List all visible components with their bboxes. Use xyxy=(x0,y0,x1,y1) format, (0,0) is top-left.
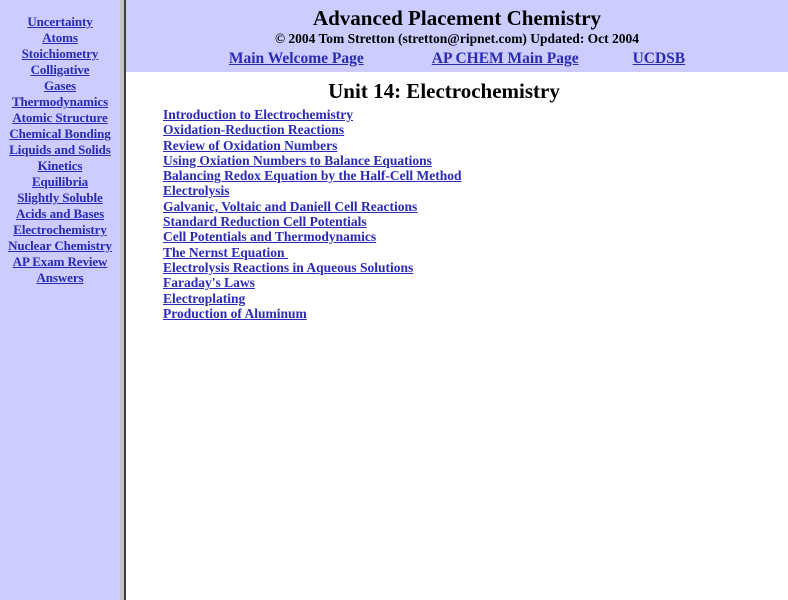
sidebar-item-atomic-structure[interactable]: Atomic Structure xyxy=(12,110,108,125)
header-nav xyxy=(126,47,788,69)
sidebar-item-thermodynamics[interactable]: Thermodynamics xyxy=(11,94,109,109)
topic-link-production-of-aluminum[interactable]: Production of Aluminum xyxy=(163,305,307,321)
sidebar-item-electrochemistry[interactable]: Electrochemistry xyxy=(13,222,107,237)
topic-link-electrolysis[interactable]: Electrolysis xyxy=(163,183,230,199)
topic-link-galvanic-voltaic-daniell-cell-reactions[interactable]: Galvanic, Voltaic and Daniell Cell Reactions xyxy=(163,198,418,214)
sidebar-item-nuclear-chemistry[interactable]: Nuclear Chemistry xyxy=(8,238,112,253)
page-header xyxy=(126,0,788,72)
sidebar-item-uncertainty[interactable]: Uncertainty xyxy=(27,14,93,29)
topic-link-electroplating[interactable]: Electroplating xyxy=(163,290,246,306)
list-item xyxy=(163,306,788,321)
sidebar-item-ap-exam-review[interactable]: AP Exam Review xyxy=(12,254,108,269)
list-item xyxy=(163,260,788,275)
sidebar-item-equilibria[interactable]: Equilibria xyxy=(31,174,89,189)
list-item xyxy=(163,153,788,168)
sidebar-item-colligative[interactable]: Colligative xyxy=(30,62,90,77)
site-title: Advanced Placement Chemistry xyxy=(312,6,602,30)
list-item xyxy=(163,168,788,183)
sidebar-nav xyxy=(0,0,120,600)
topic-link-introduction-to-electrochemistry[interactable]: Introduction to Electrochemistry xyxy=(163,107,353,122)
topic-link-review-of-oxidation-numbers[interactable]: Review of Oxidation Numbers xyxy=(163,137,338,153)
sidebar-item-atoms[interactable]: Atoms xyxy=(42,30,78,45)
topic-link-electrolysis-reactions-aqueous-solutions[interactable]: Electrolysis Reactions in Aqueous Solutions xyxy=(163,259,414,275)
sidebar-item-slightly-soluble[interactable]: Slightly Soluble xyxy=(17,190,103,205)
sidebar-item-acids-and-bases[interactable]: Acids and Bases xyxy=(15,206,105,221)
nav-link-ap-chem-main-page[interactable]: AP CHEM Main Page xyxy=(431,50,579,67)
sidebar-item-chemical-bonding[interactable]: Chemical Bonding xyxy=(9,126,111,141)
nav-link-main-welcome-page[interactable]: Main Welcome Page xyxy=(228,50,364,67)
topic-link-faradays-laws[interactable]: Faraday's Laws xyxy=(163,275,255,291)
sidebar-item-gases[interactable]: Gases xyxy=(43,78,76,93)
topic-link-oxidation-reduction-reactions[interactable]: Oxidation-Reduction Reactions xyxy=(163,122,345,138)
sidebar-item-liquids-and-solids[interactable]: Liquids and Solids xyxy=(9,142,111,157)
list-item xyxy=(163,275,788,290)
list-item xyxy=(163,229,788,244)
list-item xyxy=(163,199,788,214)
topic-link-the-nernst-equation[interactable]: The Nernst Equation xyxy=(163,244,288,260)
list-item xyxy=(163,138,788,153)
list-item xyxy=(163,245,788,260)
topic-list xyxy=(128,104,788,321)
topic-link-cell-potentials-and-thermodynamics[interactable]: Cell Potentials and Thermodynamics xyxy=(163,229,377,245)
page-title: Unit 14: Electrochemistry xyxy=(328,79,560,103)
list-item xyxy=(163,214,788,229)
nav-link-ucdsb[interactable]: UCDSB xyxy=(632,50,686,67)
sidebar-divider xyxy=(120,0,126,600)
list-item xyxy=(163,107,788,122)
topic-link-using-oxiation-numbers-to-balance-equations[interactable]: Using Oxiation Numbers to Balance Equations xyxy=(163,152,432,168)
main-content xyxy=(128,72,788,600)
list-item xyxy=(163,122,788,137)
copyright-line: © 2004 Tom Stretton (stretton@ripnet.com) Updated: Oct 2004 xyxy=(274,31,640,46)
sidebar-item-kinetics[interactable]: Kinetics xyxy=(37,158,83,173)
topic-link-balancing-redox-equation-half-cell-method[interactable]: Balancing Redox Equation by the Half-Cell Method xyxy=(163,168,462,184)
sidebar-item-answers[interactable]: Answers xyxy=(36,270,84,285)
list-item xyxy=(163,291,788,306)
topic-link-standard-reduction-cell-potentials[interactable]: Standard Reduction Cell Potentials xyxy=(163,214,367,230)
list-item xyxy=(163,183,788,198)
sidebar-item-stoichiometry[interactable]: Stoichiometry xyxy=(21,46,99,61)
